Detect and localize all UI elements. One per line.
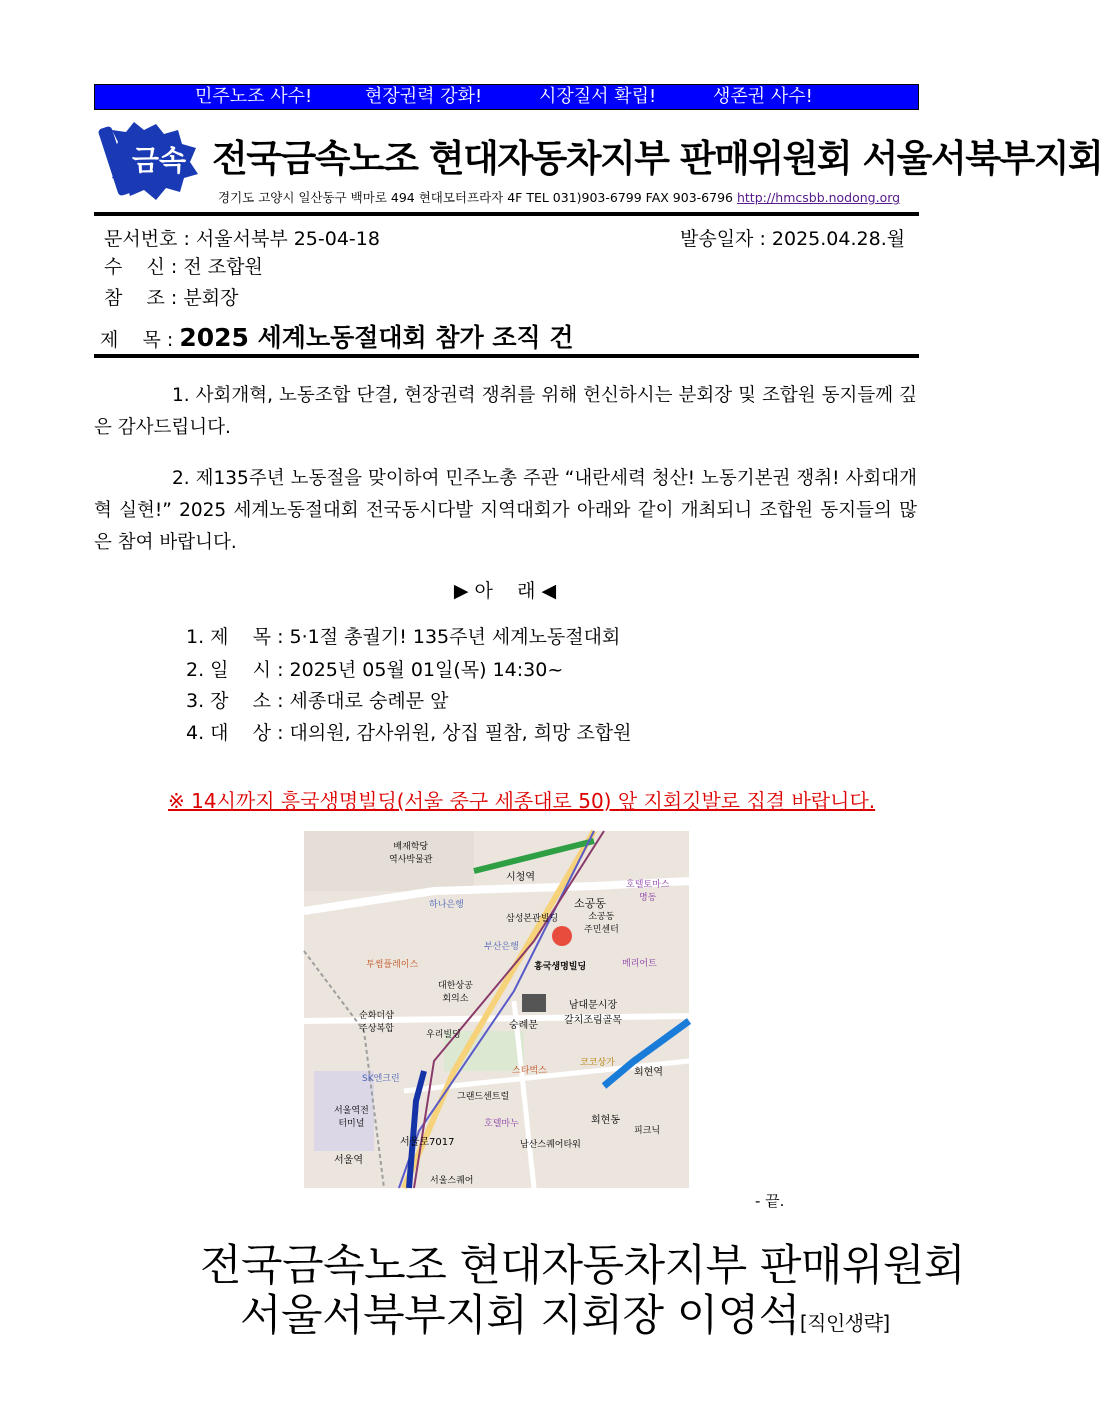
map-label: 부산은행 — [484, 942, 519, 952]
slogan-4: 생존권 사수! — [713, 86, 813, 107]
map-label: 하나은행 — [429, 900, 464, 910]
doc-number-label: 문서번호 : — [104, 228, 190, 250]
map-label: 우리빌딩 — [426, 1030, 461, 1040]
map-label: 코코상가 — [580, 1058, 615, 1068]
item-target — [186, 718, 632, 745]
item-label: 3. 장 소 : — [186, 690, 284, 712]
signature-line-1: 전국금속노조 현대자동차지부 판매위원회 — [200, 1241, 966, 1291]
item-value: 세종대로 숭례문 앞 — [289, 690, 449, 712]
recipient-label: 수 신 : — [104, 256, 178, 278]
map-label: 메리어트 — [622, 959, 657, 969]
map-label: 배재학당 역사박물관 — [389, 842, 433, 865]
item-value: 2025년 05월 01일(목) 14:30~ — [289, 659, 564, 681]
sent-date-label: 발송일자 : — [680, 228, 766, 250]
map-label: 서울역전 터미널 — [334, 1106, 369, 1129]
map-label: 시청역 — [506, 872, 535, 883]
sent-date: 2025.04.28.월 — [771, 228, 906, 250]
gathering-notice: ※ 14시까지 흥국생명빌딩(서울 중구 세종대로 50) 앞 지회깃발로 집결 바랍니다. — [168, 789, 876, 813]
map-label: 호텔마누 — [484, 1119, 519, 1129]
item-value: 대의원, 감사위원, 상집 필참, 희망 조합원 — [289, 722, 632, 744]
map-label: 숭례문 — [509, 1020, 538, 1031]
map-label: 흥국생명빌딩 — [534, 962, 587, 972]
map-label: 남산스퀘어타워 — [520, 1140, 581, 1150]
recipient-row — [104, 252, 263, 279]
map-label: 남대문시장 갈치조림골목 — [564, 1000, 622, 1026]
map-label: 대한상공 회의소 — [438, 981, 473, 1004]
subject-rule — [94, 354, 919, 358]
map-label: 서울로7017 — [400, 1137, 455, 1148]
map-label: 피크닉 — [634, 1126, 661, 1136]
doc-number-row — [104, 224, 380, 251]
map-label: 소공동 주민센터 — [584, 912, 619, 935]
map-label: 소공동 — [574, 897, 606, 910]
item-label: 4. 대 상 : — [186, 722, 284, 744]
recipient: 전 조합원 — [183, 256, 263, 278]
item-datetime — [186, 655, 563, 682]
reference-row — [104, 283, 238, 310]
map-label: 회현역 — [634, 1067, 663, 1078]
address-text: 경기도 고양시 일산동구 백마로 494 현대모터프라자 4F TEL 031)903-6799 FAX 903-6796 — [218, 190, 733, 205]
reference: 분회장 — [183, 287, 239, 309]
map-label: 투썸플레이스 — [366, 960, 419, 970]
map-label: 그랜드센트럴 — [457, 1092, 510, 1102]
doc-number: 서울서북부 25-04-18 — [195, 228, 380, 250]
subject-label: 제 목 : — [100, 329, 174, 351]
slogan-bar — [94, 84, 919, 110]
subject-row — [100, 318, 574, 354]
map-label: 삼성본관빌딩 — [506, 914, 559, 924]
item-place — [186, 686, 448, 713]
sent-date-row — [680, 224, 905, 251]
org-title: 전국금속노조 현대자동차지부 판매위원회 서울서북부지회 — [212, 137, 1102, 180]
below-heading: ▶ 아 래 ◀ — [453, 580, 557, 602]
paragraph-1 — [94, 380, 917, 444]
end-mark: - 끝. — [755, 1192, 785, 1210]
header-rule — [94, 212, 919, 216]
signature-name: 서울서북부지회 지회장 이영석 — [240, 1291, 800, 1341]
map-label: 스타벅스 — [512, 1066, 547, 1076]
map-label: 서울역 — [334, 1155, 363, 1166]
slogan-1: 민주노조 사수! — [195, 86, 313, 107]
address-line — [218, 188, 900, 206]
location-map[interactable] — [304, 831, 689, 1188]
map-label: SK엔크린 — [362, 1074, 400, 1084]
item-label: 2. 일 시 : — [186, 659, 284, 681]
paragraph-1-text: 1. 사회개혁, 노동조합 단결, 현장권력 쟁취를 위해 헌신하시는 분회장 및 조합원 동지들께 깊은 감사드립니다. — [94, 385, 917, 438]
item-subject — [186, 622, 620, 649]
signature-line-2 — [240, 1282, 890, 1343]
item-value: 5·1절 총궐기! 135주년 세계노동절대회 — [289, 626, 621, 648]
union-logo-icon — [104, 118, 204, 204]
map-label: 회현동 — [591, 1115, 620, 1126]
slogan-2: 현장권력 강화! — [365, 86, 483, 107]
map-label: 순화더샵 주상복합 — [359, 1011, 394, 1034]
paragraph-2-text: 2. 제135주년 노동절을 맞이하여 민주노총 주관 “내란세력 청산! 노동기본권 쟁취! 사회대개혁 실현!” 2025 세계노동절대회 전국동시다발 지역대회가 아래와 같이 개최되니 조합원 동지들의 많은 참여 바랍니다. — [94, 468, 917, 553]
map-label: 서울스퀘어 — [430, 1176, 474, 1186]
item-label: 1. 제 목 : — [186, 626, 284, 648]
slogan-3: 시장질서 확립! — [539, 86, 657, 107]
subject: 2025 세계노동절대회 참가 조직 건 — [179, 323, 574, 352]
map-label: 호텔토마스 명동 — [626, 880, 670, 903]
homepage-link[interactable]: http://hmcsbb.nodong.org — [736, 190, 901, 205]
logo-text: 금속 — [131, 144, 187, 177]
reference-label: 참 조 : — [104, 287, 178, 309]
seal-note: [직인생략] — [799, 1311, 890, 1335]
paragraph-2 — [94, 463, 917, 559]
